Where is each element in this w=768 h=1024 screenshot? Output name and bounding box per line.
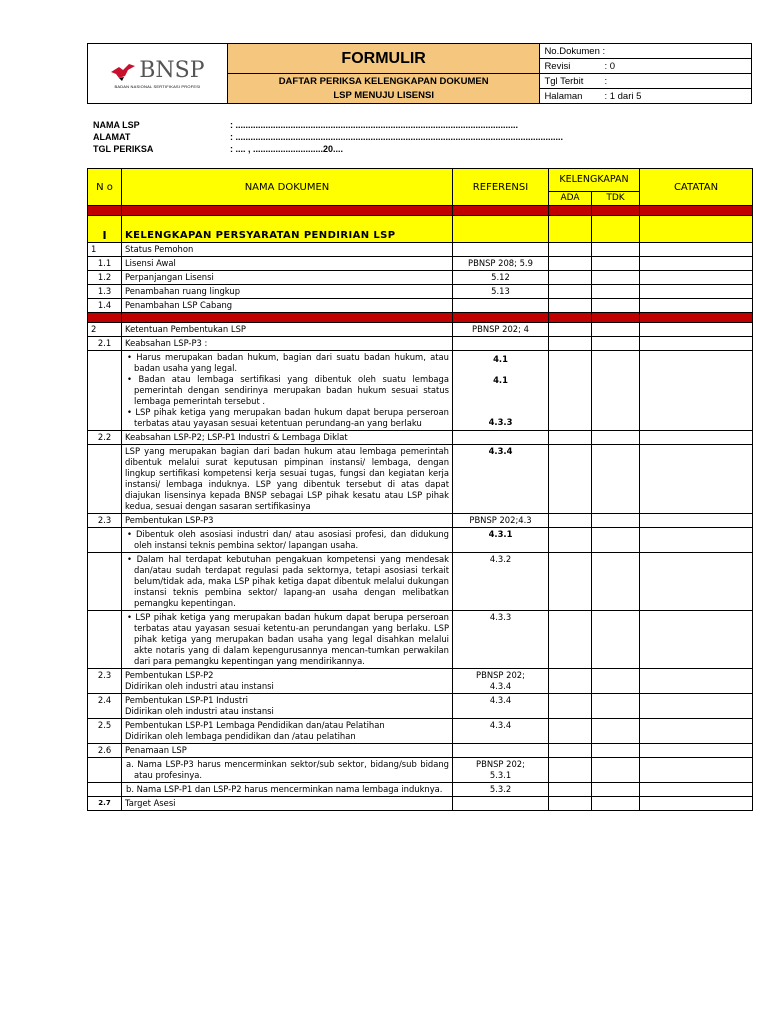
row-no: 2.3: [88, 514, 122, 528]
col-header-tdk: TDK: [592, 192, 640, 206]
section-title: KELENGKAPAN PERSYARATAN PENDIRIAN LSP: [122, 216, 453, 243]
row-ref: 5.12: [453, 271, 549, 285]
row-ref: 5.13: [453, 285, 549, 299]
row-no: 2.7: [88, 797, 122, 811]
table-row: [88, 719, 753, 744]
info-nama-lsp: [93, 119, 753, 131]
table-row: [88, 243, 753, 257]
info-value: : .................................................................................................................: [230, 120, 519, 130]
row-ref: 4.3.3: [453, 611, 549, 669]
meta-revisi: [540, 59, 752, 74]
row-ref: [453, 758, 549, 783]
row-ref: 5.3.2: [453, 783, 549, 797]
red-separator-row: [88, 206, 753, 216]
table-row: [88, 797, 753, 811]
bullet-text: LSP pihak ketiga yang merupakan badan hukum dapat berupa perseroan terbatas atau yayasan sesuai ketentuan perundang-an yang berlaku: [134, 407, 449, 428]
row-name: Lisensi Awal: [122, 257, 453, 271]
table-row: [88, 669, 753, 694]
row-name-line: Pembentukan LSP-P1 Lembaga Pendidikan dan/atau Pelatihan: [125, 720, 385, 730]
col-header-kelengkapan: KELENGKAPAN: [549, 169, 640, 192]
bullet-item: • Harus merupakan badan hukum, bagian dari suatu badan hukum, atau badan usaha yang legal.: [127, 352, 449, 373]
table-row: [88, 299, 753, 313]
row-name: Penambahan LSP Cabang: [122, 299, 453, 313]
bullet-text: Harus merupakan badan hukum, bagian dari suatu badan hukum, atau badan usaha yang legal.: [134, 352, 449, 373]
row-detail: b. Nama LSP-P1 dan LSP-P2 harus mencerminkan nama lembaga induknya.: [122, 783, 453, 797]
table-row: [88, 351, 753, 431]
row-no: 1.2: [88, 271, 122, 285]
table-header-row: [88, 169, 753, 192]
row-ref: [453, 669, 549, 694]
meta-value: : 1 dari 5: [604, 90, 642, 102]
row-no: 2.5: [88, 719, 122, 744]
row-no: 1.3: [88, 285, 122, 299]
subtitle-line-1: DAFTAR PERIKSA KELENGKAPAN DOKUMEN: [278, 75, 489, 87]
bullet-text: Badan atau lembaga sertifikasi yang dibentuk oleh suatu lembaga pemerintah dengan sendirinya merupakan badan hukum sesuai status lembaga pemerintah tersebut .: [134, 374, 449, 406]
row-ref: 4.3.1: [453, 528, 549, 553]
checklist-table: [87, 168, 753, 811]
row-name: Target Asesi: [122, 797, 453, 811]
subtitle-line-2: LSP MENUJU LISENSI: [333, 89, 434, 101]
row-name: Penamaan LSP: [122, 744, 453, 758]
row-detail: [122, 351, 453, 431]
ref-value: 4.3.4: [489, 681, 512, 691]
info-label: TGL PERIKSA: [93, 144, 154, 154]
col-header-catatan: CATATAN: [640, 169, 753, 206]
row-no: 1.4: [88, 299, 122, 313]
info-block: [93, 119, 753, 155]
table-row: [88, 744, 753, 758]
table-row: [88, 285, 753, 299]
bullet-item: • LSP pihak ketiga yang merupakan badan hukum dapat berupa perseroan terbatas atau yayasan sesuai ketentuan perundang-an yang berlaku: [127, 407, 449, 428]
bnsp-bird-icon: [110, 61, 136, 81]
table-row: [88, 514, 753, 528]
section-row: [88, 216, 753, 243]
col-header-no: N o: [88, 169, 122, 206]
row-name-line: Pembentukan LSP-P1 Industri: [125, 695, 248, 705]
row-ref: 4.3.4: [453, 445, 549, 514]
table-row: [88, 257, 753, 271]
row-no: 1: [88, 243, 122, 257]
row-name: [122, 694, 453, 719]
row-no: 1.1: [88, 257, 122, 271]
info-label: NAMA LSP: [93, 120, 140, 130]
row-name-line: Didirikan oleh lembaga pendidikan dan /atau pelatihan: [125, 731, 356, 741]
info-alamat: [93, 131, 753, 143]
table-row: [88, 528, 753, 553]
info-value: : .... , ............................20....: [230, 144, 344, 154]
row-name: [122, 669, 453, 694]
meta-label: No.Dokumen :: [544, 45, 606, 57]
table-row: [88, 271, 753, 285]
row-ref: PBNSP 202;4.3: [453, 514, 549, 528]
logo-text: BNSP: [139, 58, 205, 83]
row-no: 2.1: [88, 337, 122, 351]
row-name: Keabsahan LSP-P2; LSP-P1 Industri & Lembaga Diklat: [122, 431, 453, 445]
row-name: Pembentukan LSP-P3: [122, 514, 453, 528]
row-name-line: Didirikan oleh industri atau instansi: [125, 681, 274, 691]
logo-cell: [88, 44, 228, 104]
row-ref: [453, 299, 549, 313]
col-header-ada: ADA: [549, 192, 592, 206]
meta-halaman: [540, 89, 752, 104]
meta-value: :: [604, 75, 608, 87]
row-name: Status Pemohon: [122, 243, 453, 257]
table-row: [88, 337, 753, 351]
table-row: [88, 323, 753, 337]
ref-value: 5.3.1: [489, 770, 512, 780]
form-title: FORMULIR: [227, 44, 540, 74]
row-name: Penambahan ruang lingkup: [122, 285, 453, 299]
row-ref: [453, 243, 549, 257]
ref-value: PBNSP 202;: [476, 759, 525, 769]
logo-subtitle: BADAN NASIONAL SERTIFIKASI PROFESI: [114, 84, 201, 89]
bullet-text: LSP pihak ketiga yang merupakan badan hukum dapat berupa perseroan terbatas atau yayasan sesuai ketentu-an perundangan yang berlaku. LSP pihak ketiga yang merupakan badan usaha yang legal disahkan melalui akte notaris yang di dalam kepengurusannya mencan-tumkan perwakilan dari para pemangku kepentingan yang mendirikannya.: [134, 612, 449, 666]
table-row: [88, 445, 753, 514]
meta-label: Revisi: [544, 60, 571, 72]
row-detail: a. Nama LSP-P3 harus mencerminkan sektor/sub sektor, bidang/sub bidang atau profesinya.: [122, 758, 453, 783]
ref-value: 4.3.3: [488, 417, 513, 427]
meta-label: Halaman: [544, 90, 583, 102]
row-ref: 4.3.4: [453, 719, 549, 744]
info-label: ALAMAT: [93, 132, 131, 142]
row-ref: PBNSP 208; 5.9: [453, 257, 549, 271]
row-ref: 4.3.2: [453, 553, 549, 611]
table-row: [88, 553, 753, 611]
row-detail: • Dalam hal terdapat kebutuhan pengakuan kompetensi yang mendesak dan/atau sudah terdapat regulasi pada sektornya, tetapi asosiasi terkait belum/tidak ada, maka LSP pihak ketiga dapat dibentuk melalui dukungan instansi teknis pembina sektor/ lapang-an usaha dengan melibatkan pemangku kepentingan.: [122, 553, 453, 611]
bullet-item: • Badan atau lembaga sertifikasi yang dibentuk oleh suatu lembaga pemerintah dengan sendirinya merupakan badan hukum sesuai status lembaga pemerintah tersebut .: [127, 374, 449, 406]
row-name-line: Pembentukan LSP-P2: [125, 670, 214, 680]
row-detail: • Dibentuk oleh asosiasi industri dan/ atau asosiasi profesi, dan didukung oleh instansi teknis pembina sektor/ lapangan usaha.: [122, 528, 453, 553]
row-detail: LSP yang merupakan bagian dari badan hukum atau lembaga pemerintah dibentuk melalui surat keputusan pimpinan instansi/ lembaga, dengan lingkup sertifikasi kompetensi kerja sesuai tugas, fungsi dan kegiatan kerja instansi/ lembaga induknya. LSP yang dibentuk tersebut di atas dapat diajukan lisensinya kepada BNSP sebagai LSP pihak kesatu atau LSP pihak kedua, sesuai dengan sasaran sertifikasinya: [122, 445, 453, 514]
row-name: [122, 719, 453, 744]
document-header: [87, 43, 752, 104]
row-name: Ketentuan Pembentukan LSP: [122, 323, 453, 337]
table-row: [88, 694, 753, 719]
table-row: [88, 783, 753, 797]
row-no: 2.6: [88, 744, 122, 758]
table-row: [88, 611, 753, 669]
row-no: 2.4: [88, 694, 122, 719]
meta-label: Tgl Terbit: [544, 75, 584, 87]
row-ref: PBNSP 202; 4: [453, 323, 549, 337]
ref-value: 4.1: [493, 354, 508, 364]
bullet-text: Dibentuk oleh asosiasi industri dan/ atau asosiasi profesi, dan didukung oleh instansi teknis pembina sektor/ lapangan usaha.: [134, 529, 449, 550]
row-no: 2: [88, 323, 122, 337]
ref-value: 4.1: [493, 375, 508, 385]
row-detail: • LSP pihak ketiga yang merupakan badan hukum dapat berupa perseroan terbatas atau yayasan sesuai ketentu-an perundangan yang berlaku. LSP pihak ketiga yang merupakan badan usaha yang legal disahkan melalui akte notaris yang di dalam kepengurusannya mencan-tumkan perwakilan dari para pemangku kepentingan yang mendirikannya.: [122, 611, 453, 669]
row-name-line: Didirikan oleh industri atau instansi: [125, 706, 274, 716]
meta-no-dokumen: [540, 44, 752, 59]
ref-value: PBNSP 202;: [476, 670, 525, 680]
row-no: 2.2: [88, 431, 122, 445]
bullet-text: Dalam hal terdapat kebutuhan pengakuan kompetensi yang mendesak dan/atau sudah terdapat regulasi pada sektornya, tetapi asosiasi terkait belum/tidak ada, maka LSP pihak ketiga dapat dibentuk melalui dukungan instansi teknis pembina sektor/ lapang-an usaha dengan melibatkan pemangku kepentingan.: [134, 554, 449, 608]
red-separator-row: [88, 313, 753, 323]
info-tgl-periksa: [93, 143, 753, 155]
col-header-nama: NAMA DOKUMEN: [122, 169, 453, 206]
row-ref: 4.3.4: [453, 694, 549, 719]
col-header-ref: REFERENSI: [453, 169, 549, 206]
meta-value: : 0: [604, 60, 615, 72]
section-no: I: [88, 216, 122, 243]
row-name: Perpanjangan Lisensi: [122, 271, 453, 285]
row-no: 2.3: [88, 669, 122, 694]
table-row: [88, 431, 753, 445]
form-subtitle: [227, 74, 540, 104]
table-row: [88, 758, 753, 783]
info-value: : ...................................................................................................................................: [230, 132, 564, 142]
meta-tgl-terbit: [540, 74, 752, 89]
row-ref: [453, 351, 549, 431]
row-name: Keabsahan LSP-P3 :: [122, 337, 453, 351]
